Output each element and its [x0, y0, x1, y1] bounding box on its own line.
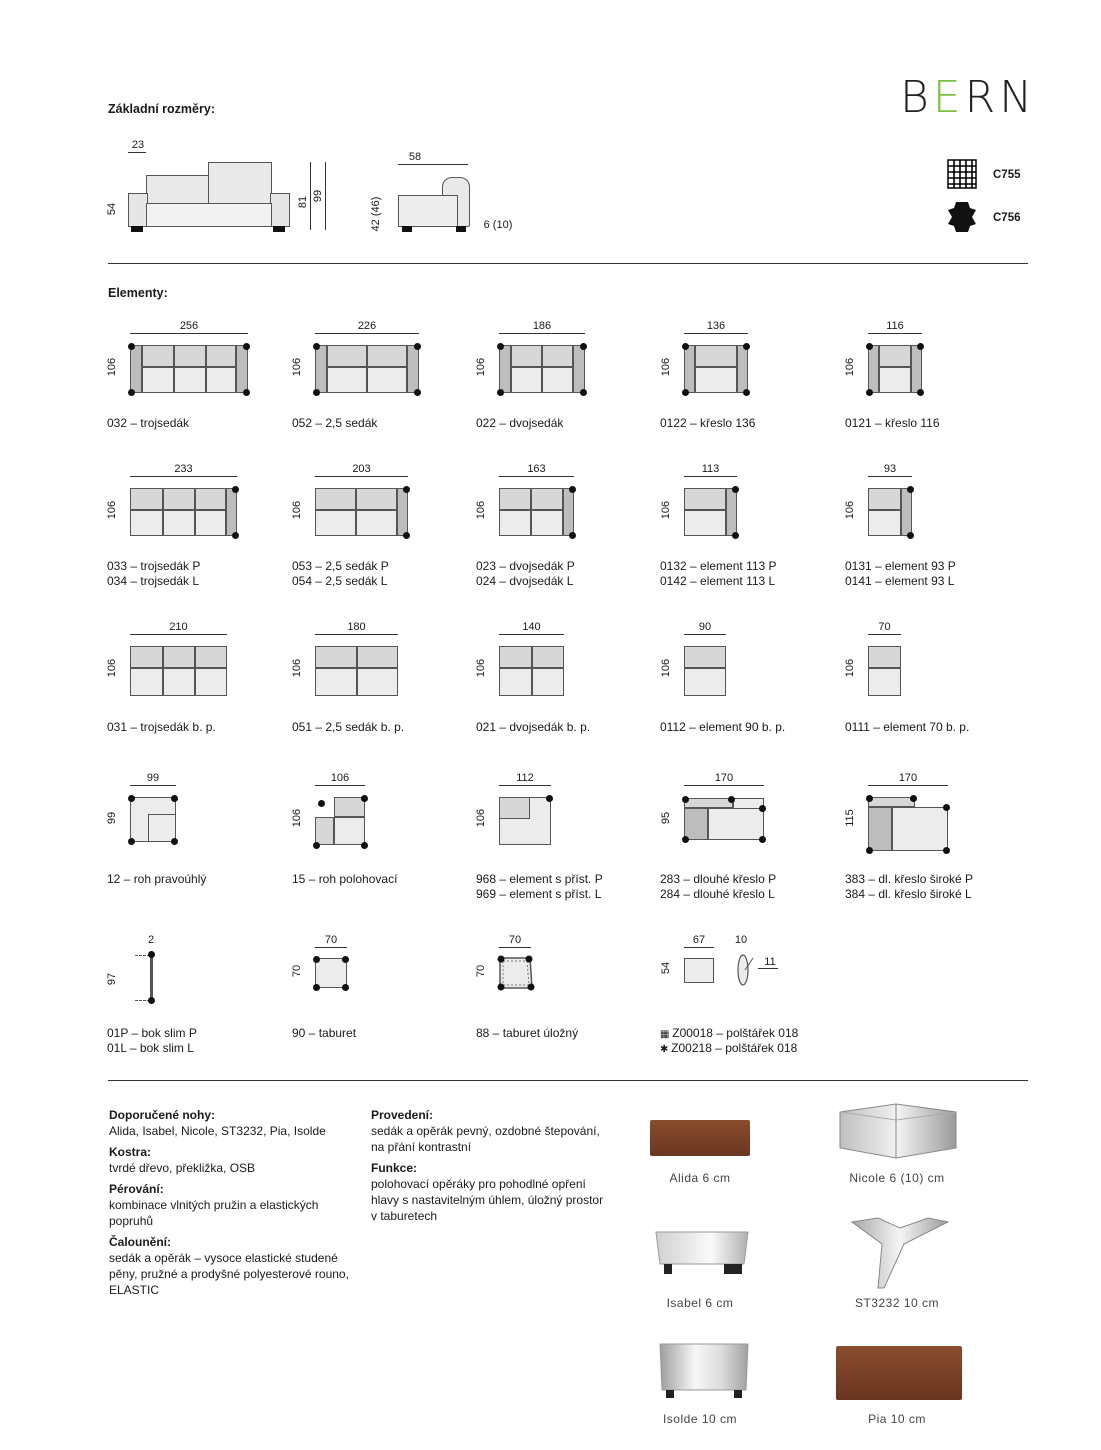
- dim-h99: 99: [312, 189, 324, 203]
- element-caption: 031 – trojsedák b. p.: [107, 720, 216, 734]
- element-caption: 0142 – element 113 L: [660, 574, 776, 588]
- element-caption: 054 – 2,5 sedák L: [292, 574, 388, 588]
- dim-depth: 106: [291, 658, 303, 678]
- dim-depth: 54: [660, 961, 672, 975]
- element-caption: 15 – roh polohovací: [292, 872, 398, 886]
- dim-thickness: 10: [734, 934, 748, 946]
- dim-width: 93: [883, 463, 897, 475]
- element-caption: 051 – 2,5 sedák b. p.: [292, 720, 405, 734]
- element-caption: 383 – dl. křeslo široké P: [845, 872, 974, 886]
- leg-name: Pia 10 cm: [868, 1412, 926, 1426]
- dim-depth: 106: [291, 808, 303, 828]
- leg-name: ST3232 10 cm: [854, 1296, 940, 1310]
- info-text: polohovací opěráky pro pohodlné opření hlavy s nastavitelným úhlem, úložný prostor v taburetech: [371, 1177, 604, 1223]
- chrome-leg-icon: [848, 1214, 952, 1290]
- element-caption: 052 – 2,5 sedák: [292, 416, 378, 430]
- dim-width: 233: [174, 463, 193, 475]
- dim-depth: 106: [291, 357, 303, 377]
- basic-dimensions-title: Základní rozměry:: [108, 102, 215, 116]
- fabric-grid-icon: [946, 158, 978, 190]
- dim-width: 136: [706, 320, 726, 332]
- element-caption: 969 – element s příst. L: [476, 887, 602, 901]
- dim-width: 67: [692, 934, 706, 946]
- element-caption: 0122 – křeslo 136: [660, 416, 756, 430]
- info-text: tvrdé dřevo, překližka, OSB: [109, 1161, 256, 1175]
- dim-width: 170: [714, 772, 734, 784]
- dim-width: 210: [169, 621, 188, 633]
- dim-depth: 106: [844, 658, 856, 678]
- dim-depth: 106: [660, 658, 672, 678]
- dim-depth: 106: [844, 357, 856, 377]
- dim-width: 112: [516, 772, 534, 784]
- element-caption: 021 – dvojsedák b. p.: [476, 720, 591, 734]
- dim-depth: 95: [660, 811, 672, 825]
- dim-width: 2: [147, 934, 155, 946]
- dim-depth: 99: [106, 811, 118, 825]
- element-caption: 0141 – element 93 L: [845, 574, 955, 588]
- element-caption: 90 – taburet: [292, 1026, 357, 1040]
- wood-leg-icon: [836, 1346, 962, 1400]
- dim-width: 106: [330, 772, 350, 784]
- info-text: kombinace vlnitých pružin a elastických popruhů: [109, 1198, 319, 1228]
- element-caption: 032 – trojsedák: [107, 416, 190, 430]
- element-caption: 024 – dvojsedák L: [476, 574, 574, 588]
- divider: [108, 1080, 1028, 1081]
- elements-title: Elementy:: [108, 286, 168, 300]
- element-caption: 022 – dvojsedák: [476, 416, 564, 430]
- info-title: Provedení:: [371, 1108, 434, 1122]
- element-caption: 968 – element s příst. P: [476, 872, 603, 886]
- dim-width: 113: [701, 463, 720, 475]
- element-caption: 12 – roh pravoúhlý: [107, 872, 207, 886]
- info-title: Funkce:: [371, 1161, 418, 1175]
- info-text: Alida, Isabel, Nicole, ST3232, Pia, Isolde: [109, 1124, 326, 1138]
- info-title: Doporučené nohy:: [109, 1108, 216, 1122]
- element-caption: 033 – trojsedák P: [107, 559, 201, 573]
- info-title: Pérování:: [109, 1182, 164, 1196]
- dim-h81: 81: [297, 195, 309, 209]
- wood-leg-icon: [650, 1120, 750, 1156]
- element-caption: 0111 – element 70 b. p.: [845, 720, 970, 734]
- dim-depth: 106: [106, 500, 118, 520]
- dim-depth: 58: [408, 151, 422, 163]
- dim-depth: 106: [475, 500, 487, 520]
- info-left: [109, 1107, 349, 1303]
- info-title: Kostra:: [109, 1145, 152, 1159]
- element-caption: 053 – 2,5 sedák P: [292, 559, 389, 573]
- dim-depth: 115: [844, 809, 856, 827]
- dim-depth: 106: [475, 808, 487, 828]
- divider: [108, 263, 1028, 264]
- element-caption: 0121 – křeslo 116: [845, 416, 940, 430]
- dim-width: 170: [898, 772, 918, 784]
- dim-depth: 106: [660, 357, 672, 377]
- pillow-leather-caption: ✱ Z00218 – polštářek 018: [660, 1041, 798, 1055]
- info-right: [371, 1107, 611, 1229]
- dim-depth: 106: [660, 500, 672, 520]
- chrome-leg-icon: [836, 1102, 960, 1160]
- leg-name: Isabel 6 cm: [666, 1296, 734, 1310]
- element-caption: 01L – bok slim L: [107, 1041, 194, 1055]
- leg-name: Nicole 6 (10) cm: [849, 1171, 945, 1185]
- dim-depth: 106: [106, 658, 118, 678]
- dim-width: 203: [352, 463, 371, 475]
- pillow-side-icon: [735, 952, 755, 988]
- chrome-leg-icon: [656, 1342, 752, 1402]
- element-caption: 384 – dl. křeslo široké L: [845, 887, 972, 901]
- dim-depth: 106: [844, 500, 856, 520]
- fabric-code: C755: [993, 169, 1021, 181]
- dim-width: 226: [357, 320, 377, 332]
- info-title: Čalounění:: [109, 1235, 171, 1249]
- dim-depth: 70: [291, 964, 303, 978]
- element-caption: 284 – dlouhé křeslo L: [660, 887, 775, 901]
- dim-h42: 42 (46): [370, 196, 382, 232]
- storage-ottoman-drawing: [497, 955, 535, 991]
- dim-width: 163: [527, 463, 546, 475]
- dim-width: 256: [179, 320, 199, 332]
- dim-width: 70: [324, 934, 338, 946]
- element-caption: 01P – bok slim P: [107, 1026, 197, 1040]
- chrome-leg-icon: [654, 1228, 750, 1278]
- leg-name: Alida 6 cm: [669, 1171, 731, 1185]
- element-caption: 283 – dlouhé křeslo P: [660, 872, 777, 886]
- element-caption: 88 – taburet úložný: [476, 1026, 579, 1040]
- dim-depth: 70: [475, 964, 487, 978]
- pillow-fabric-caption: ▦ Z00018 – polštářek 018: [660, 1026, 799, 1040]
- dim-height: 11: [764, 956, 776, 968]
- dim-depth: 106: [106, 357, 118, 377]
- element-caption: 0131 – element 93 P: [845, 559, 956, 573]
- dim-width: 186: [532, 320, 552, 332]
- info-text: sedák a opěrák pevný, ozdobné štepování, na přání kontrastní: [371, 1124, 600, 1154]
- dim-arm: 23: [131, 139, 145, 151]
- dim-depth: 106: [291, 500, 303, 520]
- dim-depth: 106: [475, 357, 487, 377]
- dim-width: 116: [886, 320, 904, 332]
- dim-width: 99: [146, 772, 160, 784]
- leather-hide-icon: [946, 200, 978, 234]
- leather-code: C756: [993, 212, 1021, 224]
- element-caption: 0112 – element 90 b. p.: [660, 720, 786, 734]
- dim-width: 90: [698, 621, 712, 633]
- dim-depth: 106: [475, 658, 487, 678]
- dim-width: 180: [347, 621, 366, 633]
- element-caption: 023 – dvojsedák P: [476, 559, 575, 573]
- dim-width: 70: [508, 934, 522, 946]
- dim-width: 70: [878, 621, 891, 633]
- dim-depth: 97: [106, 972, 118, 986]
- dim-leg: 6 (10): [483, 219, 513, 231]
- dim-h54: 54: [106, 202, 118, 216]
- leg-name: Isolde 10 cm: [662, 1412, 738, 1426]
- brand-logo: BERN: [900, 72, 1037, 123]
- element-caption: 034 – trojsedák L: [107, 574, 200, 588]
- info-text: sedák a opěrák – vysoce elastické studené pěny, pružné a prodyšné polyesterové rouno, ELASTIC: [109, 1251, 349, 1297]
- element-caption: 0132 – element 113 P: [660, 559, 777, 573]
- dim-width: 140: [522, 621, 541, 633]
